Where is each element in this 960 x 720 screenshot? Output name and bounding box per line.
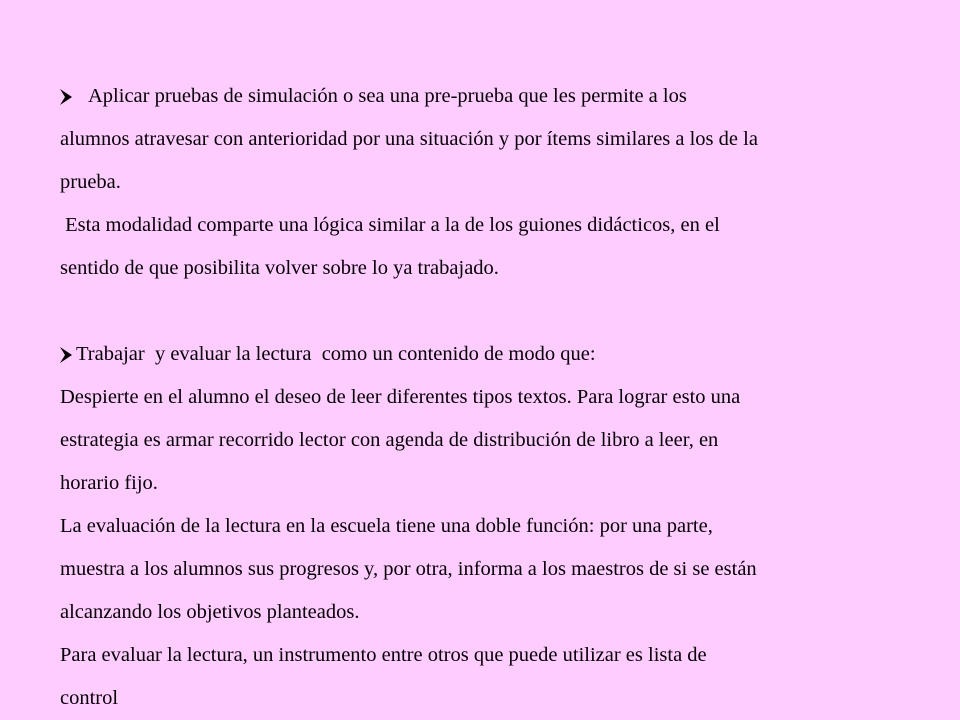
bullet-item-reading <box>60 333 920 376</box>
bullet-2-line-6: muestra a los alumnos sus progresos y, por otra, informa a los maestros de si se están <box>60 558 757 580</box>
bullet-1-line-4: Esta modalidad comparte una lógica similar a la de los guiones didácticos, en el <box>60 214 720 236</box>
arrowhead-bullet-icon <box>60 89 72 105</box>
bullet-2-line-2: Despierte en el alumno el deseo de leer diferentes tipos textos. Para lograr esto una <box>60 386 741 408</box>
bullet-2-line-9: control <box>60 687 119 709</box>
bullet-2-line-1: Trabajar y evaluar la lectura como un contenido de modo que: <box>76 343 596 365</box>
bullet-1-line-2: alumnos atravesar con anterioridad por una situación y por ítems similares a los de la <box>60 128 758 150</box>
bullet-1-line-1: Aplicar pruebas de simulación o sea una pre-prueba que les permite a los <box>88 85 687 107</box>
bullet-2-line-8: Para evaluar la lectura, un instrumento entre otros que puede utilizar es lista de <box>60 644 707 666</box>
bullet-2-line-7: alcanzando los objetivos planteados. <box>60 601 360 623</box>
bullet-2-line-5: La evaluación de la lectura en la escuela tiene una doble función: por una parte, <box>60 515 713 537</box>
bullet-2-line-3: estrategia es armar recorrido lector con agenda de distribución de libro a leer, en <box>60 429 719 451</box>
bullet-1-line-3: prueba. <box>60 171 121 193</box>
bullet-1-line-5: sentido de que posibilita volver sobre lo ya trabajado. <box>60 257 499 279</box>
bullet-item-simulation <box>60 75 920 118</box>
arrowhead-bullet-icon <box>60 347 72 363</box>
paragraph-spacer <box>60 290 920 333</box>
bullet-2-line-4: horario fijo. <box>60 472 158 494</box>
